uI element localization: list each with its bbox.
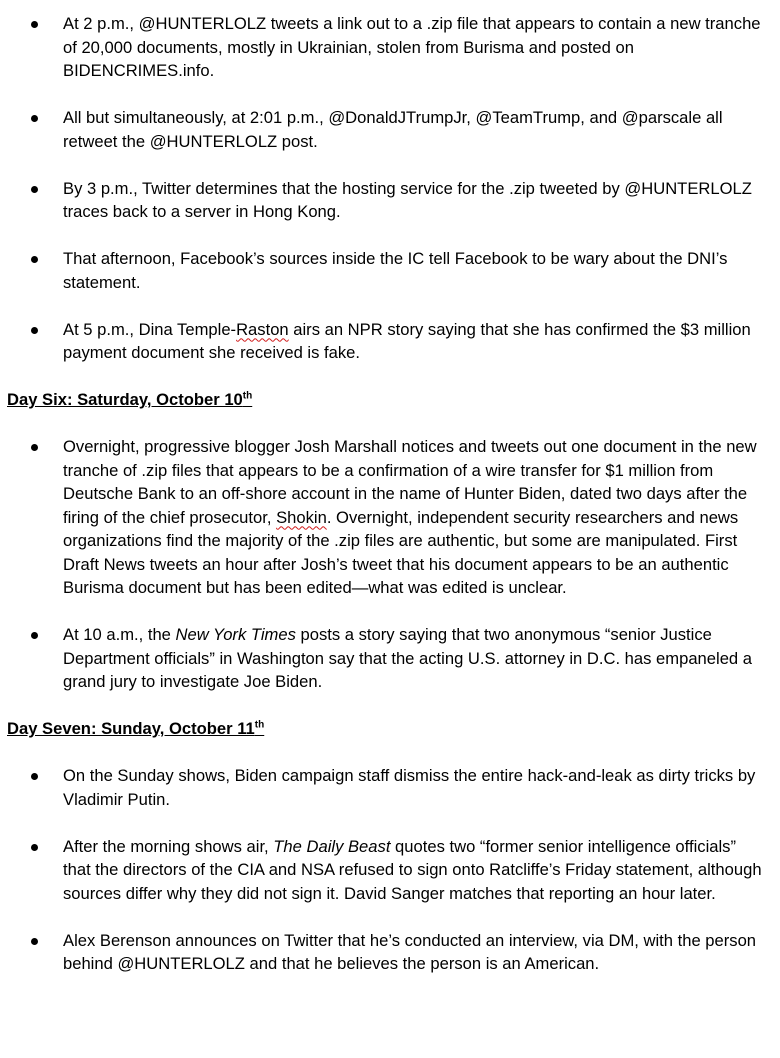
list-item: [0, 435, 780, 600]
bullet-icon: [31, 186, 38, 193]
item-text: At 2 p.m., @HUNTERLOLZ tweets a link out to a .zip file that appears to contain a new tranche of 20,000 documents, mostly in Ukrainian, stolen from Burisma and posted on BIDENCRIMES.info.: [63, 14, 761, 80]
list-item: [0, 247, 780, 294]
bullet-icon: [31, 632, 38, 639]
bullet-icon: [31, 327, 38, 334]
day-heading-text: Day Seven: Sunday, October 11: [7, 719, 255, 738]
bullet-icon: [31, 21, 38, 28]
list-item: [0, 835, 780, 906]
item-text: Alex Berenson announces on Twitter that he’s conducted an interview, via DM, with the person behind @HUNTERLOLZ and that he believes the person is an American.: [63, 930, 757, 973]
list-item: [0, 929, 780, 976]
day-heading: [7, 717, 780, 741]
list-item: [0, 318, 780, 365]
item-text: All but simultaneously, at 2:01 p.m., @DonaldJTrumpJr, @TeamTrump, and @parscale all retweet the @HUNTERLOLZ post.: [63, 108, 723, 151]
item-text: posts a story saying that two anonymous “senior Justice Department officials” in Washington say that the acting U.S. attorney in D.C. has empaneled a grand jury to investigate Joe Biden.: [63, 625, 752, 691]
item-text: By 3 p.m., Twitter determines that the hosting service for the .zip tweeted by @HUNTERLOLZ traces back to a server in Hong Kong.: [63, 178, 752, 221]
day-heading: [7, 388, 780, 412]
item-text: At 10 a.m., the: [63, 625, 176, 644]
italic-title-text: The Daily Beast: [273, 836, 391, 856]
bullet-icon: [31, 844, 38, 851]
list-item: [0, 106, 780, 153]
item-text: At 5 p.m., Dina Temple-: [63, 319, 237, 339]
day-heading-ordinal: th: [254, 719, 265, 731]
day-heading-ordinal: th: [242, 390, 253, 402]
item-text: On the Sunday shows, Biden campaign staff dismiss the entire hack-and-leak as dirty tricks by Vladimir Putin.: [63, 766, 756, 809]
bullet-icon: [31, 256, 38, 263]
spellcheck-flagged-word: Raston: [236, 319, 289, 339]
bullet-list: [0, 12, 780, 365]
italic-title-text: New York Times: [175, 625, 296, 644]
bullet-list: [0, 435, 780, 694]
bullet-list: [0, 764, 780, 976]
bullet-icon: [31, 115, 38, 122]
item-text: That afternoon, Facebook’s sources inside the IC tell Facebook to be wary about the DNI’s statement.: [63, 249, 728, 292]
list-item: [0, 12, 780, 83]
spellcheck-flagged-word: Shokin: [276, 507, 327, 527]
item-text: airs an NPR story saying that she has confirmed the $3 million payment document she received is fake.: [63, 319, 751, 362]
list-item: [0, 177, 780, 224]
bullet-icon: [31, 938, 38, 945]
list-item: [0, 764, 780, 811]
item-text: quotes two “former senior intelligence officials” that the directors of the CIA and NSA refused to sign onto Ratcliffe’s Friday statement, although sources differ why they did not sign it. David Sanger matches that reporting an hour later.: [63, 836, 762, 903]
item-text: Overnight, progressive blogger Josh Marshall notices and tweets out one document in the new tranche of .zip files that appears to be a confirmation of a wire transfer for $1 million from Deutsche Bank to an off-shore account in the name of Hunter Biden, dated two days after the firing of the chief prosecutor,: [63, 437, 757, 527]
list-item: [0, 623, 780, 694]
item-text: After the morning shows air,: [63, 836, 274, 856]
day-heading-text: Day Six: Saturday, October 10: [7, 390, 243, 409]
item-text: . Overnight, independent security researchers and news organizations find the majority of the .zip files are authentic, but some are manipulated. First Draft News tweets an hour after Josh’s tweet that his document appears to be an authentic Burisma document but has been edited—what was edited is unclear.: [63, 507, 739, 597]
bullet-icon: [31, 773, 38, 780]
bullet-icon: [31, 444, 38, 451]
